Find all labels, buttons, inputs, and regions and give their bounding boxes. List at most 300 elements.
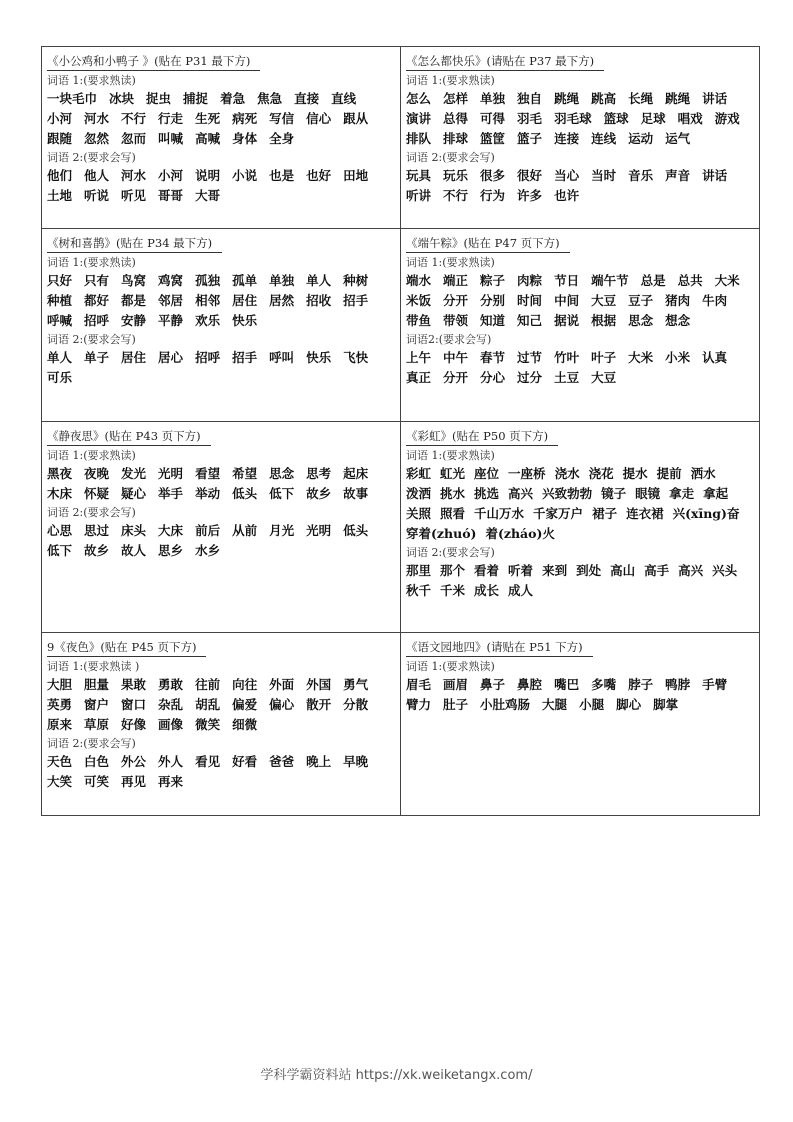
vocab-word: 他们: [47, 168, 73, 183]
vocab-word: 外国: [306, 677, 332, 692]
section-heading-write: 词语 2:(要求会写): [47, 151, 136, 164]
table-row: [42, 229, 760, 422]
vocab-word: 孤独: [195, 273, 221, 288]
word-list-read: [47, 464, 396, 504]
section-heading-write: 词语 2:(要求会写): [47, 737, 136, 750]
vocab-word: 起床: [343, 466, 369, 481]
vocab-word: 挑水: [440, 486, 466, 501]
vocab-word: 可乐: [47, 370, 73, 385]
vocab-word: 许多: [517, 188, 543, 203]
vocab-word: 拿走: [669, 486, 695, 501]
vocab-word: 低头: [343, 523, 369, 538]
vocab-word: 玩具: [406, 168, 432, 183]
word-list-write: [47, 348, 396, 388]
vocab-word: 哥哥: [158, 188, 184, 203]
vocab-word: 居住: [232, 293, 258, 308]
vocab-word: 上午: [406, 350, 432, 365]
table-row: [42, 422, 760, 633]
vocab-word: 根据: [591, 313, 617, 328]
vocab-word: 小河: [158, 168, 184, 183]
vocab-word: 身体: [232, 131, 258, 146]
vocab-word: 着急: [220, 91, 246, 106]
vocab-word: 快乐: [232, 313, 258, 328]
vocab-word: 分开: [443, 293, 469, 308]
vocab-word: 音乐: [628, 168, 654, 183]
vocab-word: 光明: [306, 523, 332, 538]
vocab-word: 招呼: [195, 350, 221, 365]
vocab-word: 冰块: [109, 91, 135, 106]
vocab-word: 跳高: [591, 91, 617, 106]
vocab-word: 床头: [121, 523, 147, 538]
vocab-word: 连衣裙: [626, 506, 664, 521]
vocab-word: 捕捉: [183, 91, 209, 106]
vocab-word: 手臂: [702, 677, 728, 692]
vocab-word: 焦急: [257, 91, 283, 106]
vocab-word: 照看: [440, 506, 466, 521]
vocab-word: 怀疑: [84, 486, 110, 501]
vocab-word: 高喊: [195, 131, 221, 146]
vocab-word: 居心: [158, 350, 184, 365]
vocab-word: 生死: [195, 111, 221, 126]
vocab-word: 草原: [84, 717, 110, 732]
vocab-word: 水乡: [195, 543, 221, 558]
vocab-word: 看见: [195, 754, 221, 769]
vocab-word: 一块毛巾: [47, 91, 98, 106]
vocab-word: 带领: [443, 313, 469, 328]
section-heading-write: 词语2:(要求会写): [406, 333, 492, 346]
vocab-word: 勇敢: [158, 677, 184, 692]
vocab-word: 低下: [47, 543, 73, 558]
vocab-word: 看着: [474, 563, 500, 578]
word-list-read: [47, 271, 396, 331]
vocab-word: 思过: [84, 523, 110, 538]
vocab-word: 思念: [269, 466, 295, 481]
vocab-word: 低下: [269, 486, 295, 501]
vocab-word: 提水: [622, 466, 648, 481]
word-list-read: [406, 675, 755, 715]
vocab-word: 中间: [554, 293, 580, 308]
vocab-word: 真正: [406, 370, 432, 385]
vocab-word: 病死: [232, 111, 258, 126]
section-heading-write: 词语 2:(要求会写): [406, 546, 495, 559]
vocab-word: 很好: [517, 168, 543, 183]
vocab-word: 举动: [195, 486, 221, 501]
vocab-word: 叫喊: [158, 131, 184, 146]
lesson-cell: [42, 633, 401, 816]
vocab-word: 知道: [480, 313, 506, 328]
vocab-word: 成长: [474, 583, 500, 598]
vocab-word: 秋千: [406, 583, 432, 598]
vocab-word: 过分: [517, 370, 543, 385]
lesson-cell dense: [401, 422, 760, 633]
vocab-word: 关照: [406, 506, 432, 521]
vocab-word: 总是: [640, 273, 666, 288]
vocab-word: 跟随: [47, 131, 73, 146]
vocab-word: 窗口: [121, 697, 147, 712]
vocab-word: 成人: [508, 583, 534, 598]
lesson-cell: [42, 422, 401, 633]
vocab-word: 画像: [158, 717, 184, 732]
vocab-word: 裙子: [592, 506, 618, 521]
vocab-word: 信心: [306, 111, 332, 126]
vocab-word: 招手: [343, 293, 369, 308]
vocab-word: 胆量: [84, 677, 110, 692]
vocab-word: 听见: [121, 188, 147, 203]
word-list-write: [406, 348, 755, 388]
word-list-write: [47, 521, 396, 561]
vocab-word: 河水: [84, 111, 110, 126]
vocab-word: 果敢: [121, 677, 147, 692]
vocab-word: 怎么: [406, 91, 432, 106]
vocab-word: 分别: [480, 293, 506, 308]
vocab-word: 邻居: [158, 293, 184, 308]
vocab-word: 可得: [480, 111, 506, 126]
vocab-word: 土地: [47, 188, 73, 203]
vocab-word: 心思: [47, 523, 73, 538]
vocab-word: 微笑: [195, 717, 221, 732]
vocab-word: 分开: [443, 370, 469, 385]
vocab-word: 声音: [665, 168, 691, 183]
vocab-word: 不行: [121, 111, 147, 126]
vocab-word: 单子: [84, 350, 110, 365]
vocab-word: 鸡窝: [158, 273, 184, 288]
vocab-word: 肉粽: [517, 273, 543, 288]
vocab-word: 听讲: [406, 188, 432, 203]
vocab-word: 故事: [343, 486, 369, 501]
vocab-word: 嘴巴: [554, 677, 580, 692]
vocab-word: 散开: [306, 697, 332, 712]
vocab-word: 光明: [158, 466, 184, 481]
vocab-word: 偏爱: [232, 697, 258, 712]
vocab-word: 原来: [47, 717, 73, 732]
vocab-word: 思乡: [158, 543, 184, 558]
vocab-word: 行为: [480, 188, 506, 203]
vocab-word: 可笑: [84, 774, 110, 789]
vocab-word: 分散: [343, 697, 369, 712]
vocab-word: 端水: [406, 273, 432, 288]
vocab-word: 也是: [269, 168, 295, 183]
vocabulary-table: [41, 46, 760, 816]
vocab-word: 忽而: [121, 131, 147, 146]
vocab-word: 一座桥: [508, 466, 546, 481]
vocab-word: 木床: [47, 486, 73, 501]
vocab-word: 来到: [542, 563, 568, 578]
vocab-word: 多嘴: [591, 677, 617, 692]
vocab-word: 排队: [406, 131, 432, 146]
section-heading-read: 词语 1:(要求熟读): [406, 256, 495, 269]
vocab-word: 故乡: [84, 543, 110, 558]
section-heading-write: 词语 2:(要求会写): [47, 333, 136, 346]
vocab-word: 招收: [306, 293, 332, 308]
vocab-word: 天色: [47, 754, 73, 769]
vocab-word: 大床: [158, 523, 184, 538]
vocab-word: 相邻: [195, 293, 221, 308]
vocab-word: 往前: [195, 677, 221, 692]
vocab-word: 举手: [158, 486, 184, 501]
vocab-word: 故乡: [306, 486, 332, 501]
vocab-word: 过节: [517, 350, 543, 365]
lesson-title: 《静夜思》(贴在 P43 页下方): [47, 428, 211, 446]
vocab-word: 白色: [84, 754, 110, 769]
vocab-word: 唱戏: [677, 111, 703, 126]
vocab-word: 篮筐: [480, 131, 506, 146]
vocab-word: 眉毛: [406, 677, 432, 692]
vocab-word: 种树: [343, 273, 369, 288]
vocab-word: 故人: [121, 543, 147, 558]
vocab-word: 画眉: [443, 677, 469, 692]
section-heading-write: 词语 2:(要求会写): [47, 506, 136, 519]
vocab-word: 再来: [158, 774, 184, 789]
footer-watermark: 学科学霸资料站 https://xk.weiketangx.com/: [260, 1068, 533, 1083]
vocab-word: 讲话: [702, 91, 728, 106]
vocab-word: 篮子: [517, 131, 543, 146]
vocab-word: 种植: [47, 293, 73, 308]
vocab-word: 当心: [554, 168, 580, 183]
vocab-word: 穿着(zhuó): [406, 526, 477, 541]
vocab-word: 鼻腔: [517, 677, 543, 692]
vocab-word: 大米: [714, 273, 740, 288]
word-list-write: [47, 166, 396, 206]
vocab-word: 排球: [443, 131, 469, 146]
vocab-word: 外公: [121, 754, 147, 769]
vocab-word: 演讲: [406, 111, 432, 126]
vocab-word: 行走: [158, 111, 184, 126]
vocab-word: 从前: [232, 523, 258, 538]
section-heading-read: 词语 1:(要求熟读): [47, 256, 136, 269]
vocab-word: 长绳: [628, 91, 654, 106]
table-row: [42, 47, 760, 229]
vocab-word: 千山万水: [474, 506, 525, 521]
vocab-word: 兴头: [712, 563, 738, 578]
vocab-word: 竹叶: [554, 350, 580, 365]
vocab-word: 挑选: [474, 486, 500, 501]
vocab-word: 到处: [576, 563, 602, 578]
vocab-word: 玩乐: [443, 168, 469, 183]
vocab-word: 很多: [480, 168, 506, 183]
word-list-write: [47, 752, 396, 792]
vocab-word: 他人: [84, 168, 110, 183]
vocab-word: 都是: [121, 293, 147, 308]
vocab-word: 千家万户: [533, 506, 584, 521]
vocab-word: 羽毛球: [554, 111, 592, 126]
vocab-word: 泼洒: [406, 486, 432, 501]
vocab-word: 小河: [47, 111, 73, 126]
vocab-word: 那个: [440, 563, 466, 578]
vocab-word: 窗户: [84, 697, 110, 712]
vocab-word: 向往: [232, 677, 258, 692]
section-heading-read: 词语 1:(要求熟读): [406, 449, 495, 462]
vocab-word: 足球: [640, 111, 666, 126]
vocab-word: 月光: [269, 523, 295, 538]
vocab-word: 听说: [84, 188, 110, 203]
vocab-word: 浇水: [554, 466, 580, 481]
vocab-word: 大米: [628, 350, 654, 365]
vocab-word: 单人: [306, 273, 332, 288]
vocab-word: 拿起: [703, 486, 729, 501]
vocab-word: 疑心: [121, 486, 147, 501]
vocab-word: 豆子: [628, 293, 654, 308]
lesson-cell: [401, 47, 760, 229]
lesson-title: 《小公鸡和小鸭子 》(贴在 P31 最下方): [47, 53, 260, 71]
section-heading-read: 词语 1:(要求熟读): [406, 660, 495, 673]
vocab-word: 招呼: [84, 313, 110, 328]
vocab-word: 招手: [232, 350, 258, 365]
vocab-word: 不行: [443, 188, 469, 203]
vocab-word: 直接: [294, 91, 320, 106]
vocab-word: 居然: [269, 293, 295, 308]
vocab-word: 认真: [702, 350, 728, 365]
vocab-word: 前后: [195, 523, 221, 538]
vocab-word: 高兴: [508, 486, 534, 501]
vocab-word: 好看: [232, 754, 258, 769]
vocab-word: 欢乐: [195, 313, 221, 328]
vocab-word: 小说: [232, 168, 258, 183]
vocab-word: 河水: [121, 168, 147, 183]
vocab-word: 单独: [480, 91, 506, 106]
vocab-word: 眼镜: [635, 486, 661, 501]
vocab-word: 再见: [121, 774, 147, 789]
section-heading-read: 词语 1:(要求熟读): [47, 74, 136, 87]
vocab-word: 高兴: [678, 563, 704, 578]
vocab-word: 安静: [121, 313, 147, 328]
vocab-word: 据说: [554, 313, 580, 328]
vocab-word: 大笑: [47, 774, 73, 789]
vocab-word: 脚心: [616, 697, 642, 712]
vocab-word: 听着: [508, 563, 534, 578]
word-list-write: [406, 166, 755, 206]
vocab-word: 细微: [232, 717, 258, 732]
vocab-word: 当时: [591, 168, 617, 183]
vocab-word: 带鱼: [406, 313, 432, 328]
vocab-word: 也许: [554, 188, 580, 203]
vocab-word: 大腿: [542, 697, 568, 712]
vocab-word: 小腿: [579, 697, 605, 712]
word-list-read: [406, 271, 755, 331]
vocab-word: 呼叫: [269, 350, 295, 365]
vocab-word: 看望: [195, 466, 221, 481]
vocab-word: 运气: [665, 131, 691, 146]
vocab-word: 怎样: [443, 91, 469, 106]
word-list-read: [47, 675, 396, 735]
vocab-word: 鼻子: [480, 677, 506, 692]
vocab-word: 田地: [343, 168, 369, 183]
vocab-word: 大哥: [195, 188, 221, 203]
vocab-word: 外面: [269, 677, 295, 692]
vocab-word: 粽子: [480, 273, 506, 288]
vocab-word: 端午节: [591, 273, 629, 288]
vocab-word: 分心: [480, 370, 506, 385]
vocab-word: 外人: [158, 754, 184, 769]
vocab-word: 鸟窝: [121, 273, 147, 288]
vocab-word: 小米: [665, 350, 691, 365]
vocab-word: 只有: [84, 273, 110, 288]
lesson-cell: [42, 229, 401, 422]
table-row: [42, 633, 760, 816]
section-heading-write: 词语 2:(要求会写): [406, 151, 495, 164]
lesson-title: 9《夜色》(贴在 P45 页下方): [47, 639, 206, 657]
word-list-read: [406, 464, 755, 544]
lesson-title: 《怎么都快乐》(请贴在 P37 最下方): [406, 53, 604, 71]
vocab-word: 只好: [47, 273, 73, 288]
vocab-word: 偏心: [269, 697, 295, 712]
vocab-word: 猪肉: [665, 293, 691, 308]
lesson-cell: [401, 633, 760, 816]
lesson-title: 《端午粽》(贴在 P47 页下方): [406, 235, 570, 253]
vocab-word: 知己: [517, 313, 543, 328]
vocab-word: 胡乱: [195, 697, 221, 712]
vocab-word: 夜晚: [84, 466, 110, 481]
section-heading-read: 词语 1:(要求熟读 ): [47, 660, 140, 673]
vocab-word: 时间: [517, 293, 543, 308]
lesson-cell: [401, 229, 760, 422]
vocab-word: 晚上: [306, 754, 332, 769]
vocab-word: 全身: [269, 131, 295, 146]
vocab-word: 忽然: [84, 131, 110, 146]
vocab-word: 大胆: [47, 677, 73, 692]
vocab-word: 节日: [554, 273, 580, 288]
vocab-word: 想念: [665, 313, 691, 328]
vocab-word: 独自: [517, 91, 543, 106]
word-list-read: [406, 89, 755, 149]
lesson-title: 《语文园地四》(请贴在 P51 下方): [406, 639, 593, 657]
vocab-word: 彩虹: [406, 466, 432, 481]
vocab-word: 春节: [480, 350, 506, 365]
lesson-title: 《树和喜鹊》(贴在 P34 最下方): [47, 235, 222, 253]
vocab-word: 总得: [443, 111, 469, 126]
vocab-word: 讲话: [702, 168, 728, 183]
vocab-word: 好像: [121, 717, 147, 732]
vocab-word: 大豆: [591, 293, 617, 308]
vocab-word: 杂乱: [158, 697, 184, 712]
vocab-word: 都好: [84, 293, 110, 308]
vocab-word: 端正: [443, 273, 469, 288]
vocab-word: 希望: [232, 466, 258, 481]
vocab-word: 早晚: [343, 754, 369, 769]
vocab-word: 单独: [269, 273, 295, 288]
vocab-word: 游戏: [714, 111, 740, 126]
vocab-word: 低头: [232, 486, 258, 501]
vocab-word: 思考: [306, 466, 332, 481]
vocab-word: 千米: [440, 583, 466, 598]
vocab-word: 也好: [306, 168, 332, 183]
vocab-word: 快乐: [306, 350, 332, 365]
vocab-word: 虹光: [440, 466, 466, 481]
vocab-word: 镜子: [601, 486, 627, 501]
vocab-word: 呼喊: [47, 313, 73, 328]
vocab-word: 孤单: [232, 273, 258, 288]
vocab-word: 洒水: [690, 466, 716, 481]
lesson-title: 《彩虹》(贴在 P50 页下方): [406, 428, 558, 446]
vocab-word: 羽毛: [517, 111, 543, 126]
vocab-word: 说明: [195, 168, 221, 183]
vocab-word: 跳绳: [665, 91, 691, 106]
vocab-word: 那里: [406, 563, 432, 578]
vocab-word: 叶子: [591, 350, 617, 365]
vocab-word: 浇花: [588, 466, 614, 481]
vocab-word: 中午: [443, 350, 469, 365]
vocab-word: 米饭: [406, 293, 432, 308]
word-list-read: [47, 89, 396, 149]
vocab-word: 牛肉: [702, 293, 728, 308]
vocab-word: 小肚鸡肠: [480, 697, 531, 712]
vocab-word: 大豆: [591, 370, 617, 385]
vocab-word: 爸爸: [269, 754, 295, 769]
vocab-word: 脖子: [628, 677, 654, 692]
vocab-word: 土豆: [554, 370, 580, 385]
vocab-word: 平静: [158, 313, 184, 328]
vocab-word: 运动: [628, 131, 654, 146]
vocab-word: 捉虫: [146, 91, 172, 106]
